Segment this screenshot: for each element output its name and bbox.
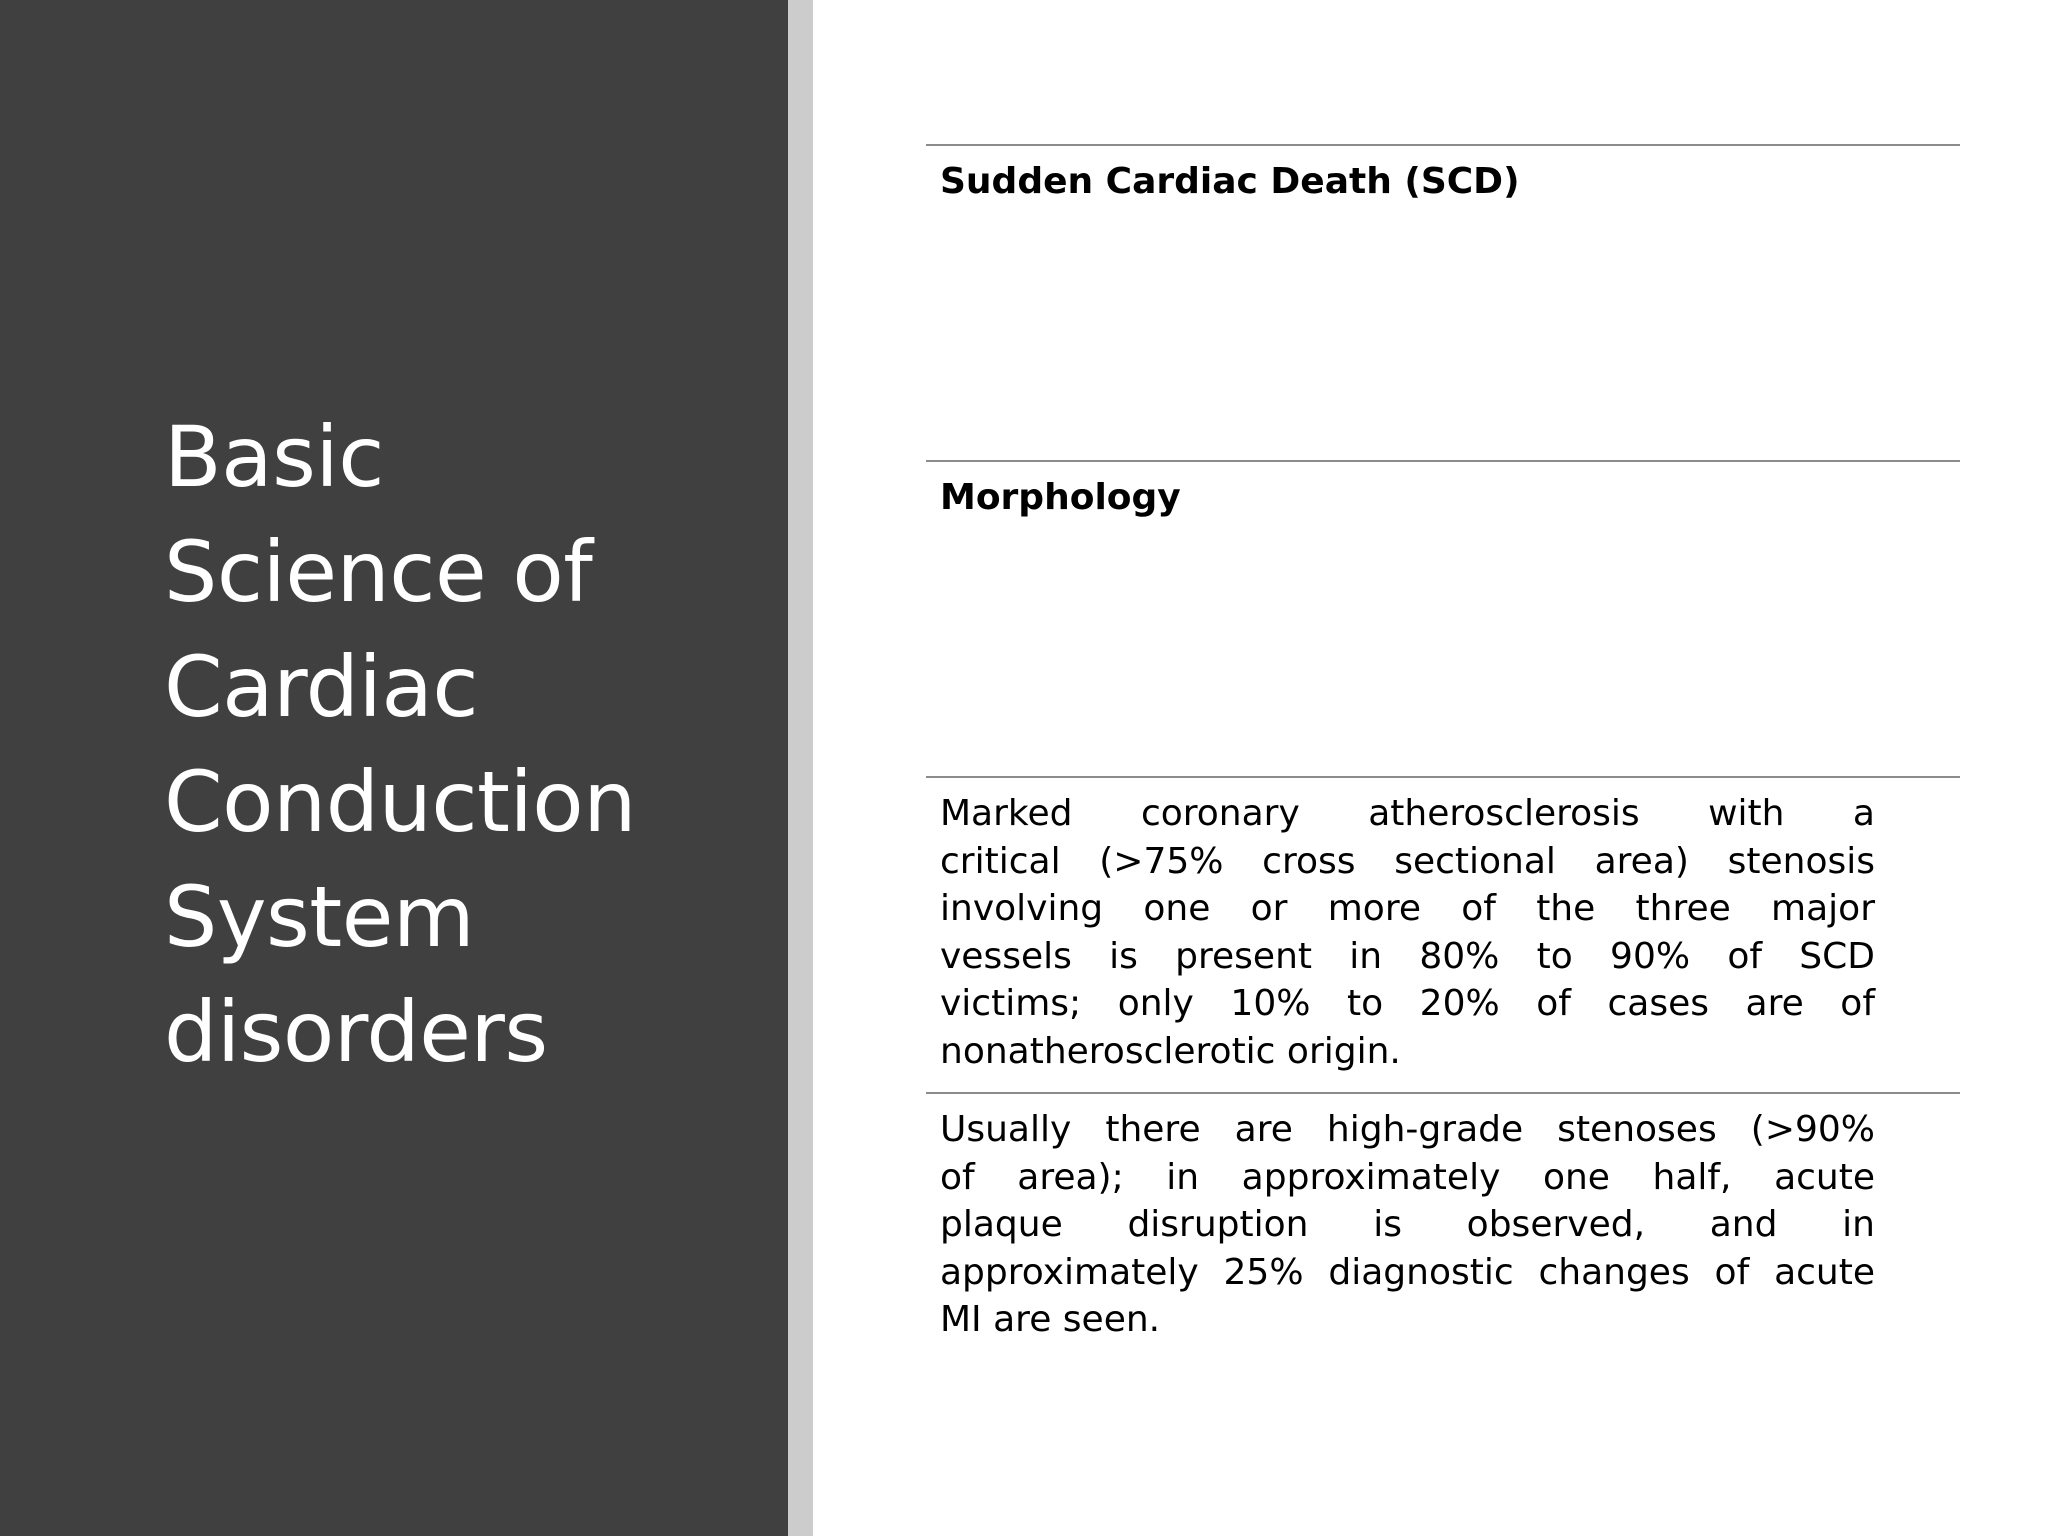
table-row-stenoses-text (926, 1092, 1960, 1382)
content-table (926, 144, 1960, 1382)
table-row-morphology-heading (926, 460, 1960, 776)
paragraph-line: MI are seen. (940, 1299, 1161, 1340)
paragraph-line: plaque disruption is observed, and in (940, 1204, 1875, 1245)
slide-title-line: Science of (164, 523, 593, 621)
accent-divider-bar (788, 0, 813, 1536)
slide-title-line: disorders (164, 983, 548, 1081)
paragraph-line: approximately 25% diagnostic changes of acute (940, 1251, 1875, 1293)
paragraph-line: victims; only 10% to 20% of cases are of (940, 983, 1875, 1024)
slide-title-line: Basic (164, 408, 384, 506)
slide-title-line: Cardiac (164, 638, 479, 736)
paragraph-line: involving one or more of the three major (940, 888, 1875, 929)
paragraph-line: critical (>75% cross sectional area) stenosis (940, 840, 1875, 882)
scd-heading: Sudden Cardiac Death (SCD) (940, 161, 1520, 202)
slide-title-line: System (164, 868, 475, 966)
title-panel (0, 0, 788, 1536)
paragraph-line: Marked coronary atherosclerosis with a (940, 793, 1875, 834)
paragraph-line: of area); in approximately one half, acute (940, 1156, 1875, 1198)
morphology-heading: Morphology (940, 477, 1181, 518)
table-row-atherosclerosis-text (926, 776, 1960, 1092)
paragraph-line: nonatherosclerotic origin. (940, 1030, 1401, 1072)
slide-title (164, 400, 744, 1090)
table-row-scd-heading (926, 144, 1960, 460)
slide-title-line: Conduction (164, 753, 636, 851)
paragraph-line: Usually there are high-grade stenoses (>90% (940, 1109, 1875, 1150)
paragraph-line: vessels is present in 80% to 90% of SCD (940, 935, 1875, 977)
